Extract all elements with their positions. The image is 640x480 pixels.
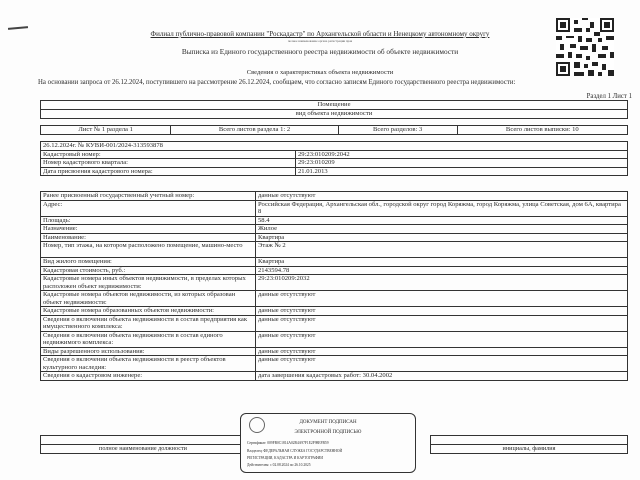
row-value: данные отсутствуют	[256, 307, 628, 316]
table-row	[41, 233, 628, 242]
position-cell	[41, 436, 246, 445]
table-row	[41, 266, 628, 275]
table-row	[41, 291, 628, 307]
table-row	[41, 159, 628, 168]
cadastral-info-table	[40, 141, 628, 176]
row-label: Наименование:	[41, 233, 256, 242]
table-row	[41, 275, 628, 291]
row-value: Российская Федерация, Архангельская обл., городской округ город Коряжма, город Коряжма, улица Советская, дом 6А, квартира 8	[256, 200, 628, 216]
row-value: Квартира	[256, 258, 628, 267]
sections-count: Всего разделов: 3	[338, 126, 457, 135]
basis-text: На основании запроса от 26.12.2024, поступившего на рассмотрение 26.12.2024, сообщаем, что согласно записям Единого государственного реестра недвижимости:	[38, 79, 516, 86]
stamp-line1: ДОКУМЕНТ ПОДПИСАН	[299, 420, 357, 425]
row-value: 29:23:010209:2032	[256, 275, 628, 291]
row-label: Номер, тип этажа, на котором расположено помещение, машино-место	[41, 242, 256, 258]
organization-caption: полное наименование органа регистрации прав	[287, 39, 353, 43]
row-value: данные отсутствуют	[256, 347, 628, 356]
row-label: Ранее присвоенный государственный учетный номер:	[41, 192, 256, 201]
table-row	[41, 242, 628, 258]
position-caption: полное наименование должности	[41, 445, 246, 454]
row-value: данные отсутствуют	[256, 291, 628, 307]
row-label: Сведения о включении объекта недвижимости в состав предприятия как имущественного комплекса:	[41, 315, 256, 331]
row-label: Виды разрешенного использования:	[41, 347, 256, 356]
name-cell	[431, 436, 628, 445]
row-value: 2143594.78	[256, 266, 628, 275]
qr-code-icon	[556, 18, 614, 76]
request-number: 26.12.2024г. № КУВИ-001/2024-313593878	[41, 142, 628, 151]
stamp-owner: Владелец: ФЕДЕРАЛЬНАЯ СЛУЖБА ГОСУДАРСТВЕННОЙ	[247, 449, 343, 453]
row-value: данные отсутствуют	[256, 331, 628, 347]
row-label: Назначение:	[41, 225, 256, 234]
row-label: Вид жилого помещения:	[41, 258, 256, 267]
row-value: данные отсутствуют	[256, 192, 628, 201]
table-row	[41, 347, 628, 356]
object-type-caption: вид объекта недвижимости	[41, 110, 628, 119]
section-sheets-count: Всего листов раздела 1: 2	[171, 126, 338, 135]
table-row	[41, 356, 628, 372]
section-title: Сведения о характеристиках объекта недвижимости	[246, 69, 394, 76]
stamp-valid: Действителен: с 02.08.2024 по 26.10.2025	[247, 463, 311, 467]
table-row	[41, 150, 628, 159]
stamp-certificate: Сертификат: 009FB0C1814A02B4A97F1E2F98EFB59	[247, 441, 329, 445]
total-sheets-count: Всего листов выписки: 10	[457, 126, 627, 135]
row-label: Дата присвоения кадастрового номера:	[41, 167, 296, 176]
document-title: Выписка из Единого государственного реестра недвижимости об объекте недвижимости	[181, 47, 459, 56]
row-label: Сведения о кадастровом инженере:	[41, 372, 256, 381]
sheet-number: Лист № 1 раздела 1	[41, 126, 171, 135]
row-label: Кадастровые номера объектов недвижимости, из которых образован объект недвижимости:	[41, 291, 256, 307]
row-value: Этаж № 2	[256, 242, 628, 258]
table-row	[41, 200, 628, 216]
stamp-owner2: РЕГИСТРАЦИИ, КАДАСТРА И КАРТОГРАФИИ	[247, 456, 323, 460]
row-label: Кадастровые номера иных объектов недвижимости, в пределах которых расположен объект недвижимости:	[41, 275, 256, 291]
row-value: 58.4	[256, 216, 628, 225]
row-label: Адрес:	[41, 200, 256, 216]
row-label: Площадь:	[41, 216, 256, 225]
row-label: Сведения о включении объекта недвижимости в реестр объектов культурного наследия:	[41, 356, 256, 372]
table-row	[41, 167, 628, 176]
row-value: Квартира	[256, 233, 628, 242]
row-value: данные отсутствуют	[256, 356, 628, 372]
electronic-signature-stamp	[240, 413, 416, 473]
row-label: Кадастровый номер:	[41, 150, 296, 159]
table-row	[41, 307, 628, 316]
table-row	[41, 315, 628, 331]
row-value: дата завершения кадастровых работ: 30.04.2002	[256, 372, 628, 381]
table-row	[41, 225, 628, 234]
table-row	[41, 216, 628, 225]
table-row	[41, 192, 628, 201]
row-label: Сведения о включении объекта недвижимости в состав единого недвижимого комплекса:	[41, 331, 256, 347]
row-label: Номер кадастрового квартала:	[41, 159, 296, 168]
row-value: данные отсутствуют	[256, 315, 628, 331]
object-type-table	[40, 100, 628, 119]
object-type: Помещение	[41, 101, 628, 110]
row-label: Кадастровая стоимость, руб.:	[41, 266, 256, 275]
row-label: Кадастровые номера образованных объектов недвижимости:	[41, 307, 256, 316]
properties-table	[40, 191, 628, 381]
section-sheet-label: Раздел 1 Лист 1	[586, 93, 632, 100]
row-value: 29:23:010209:2042	[296, 150, 628, 159]
sheets-table	[40, 125, 628, 135]
table-row	[41, 372, 628, 381]
organization-name: Филиал публично-правовой компании "Роскадастр" по Архангельской области и Ненецкому автономному округу	[150, 30, 490, 38]
row-value: Жилое	[256, 225, 628, 234]
table-row	[41, 331, 628, 347]
table-row	[41, 258, 628, 267]
row-value: 21.01.2013	[296, 167, 628, 176]
name-caption: инициалы, фамилия	[431, 445, 628, 454]
stamp-line2: ЭЛЕКТРОННОЙ ПОДПИСЬЮ	[294, 430, 362, 435]
row-value: 29:23:010209	[296, 159, 628, 168]
